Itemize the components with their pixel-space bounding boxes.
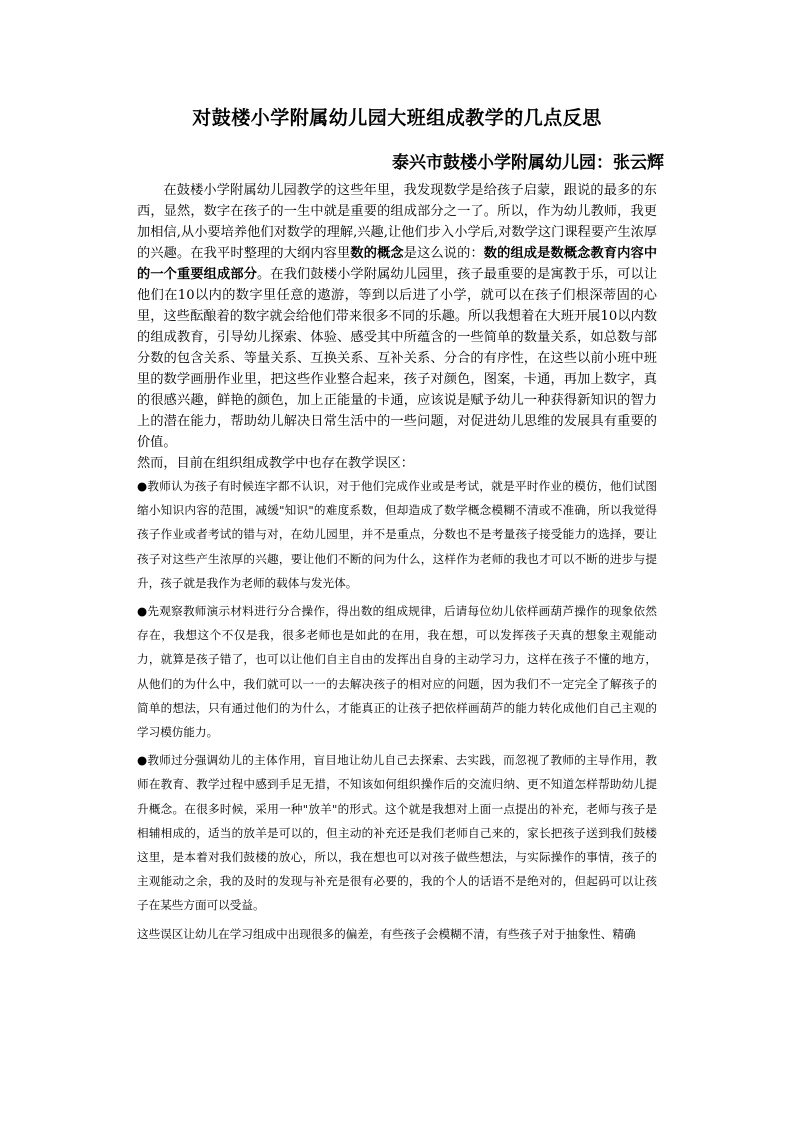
misconception-item-2: ●先观察教师演示材料进行分合操作，得出数的组成规律，后请每位幼儿依样画葫芦操作的现象依然存在，我想这个不仅是我，很多老师也是如此的在用，我在想，可以发挥孩子天真的想象主观能动力，就算是孩子错了，也可以让他们自主自由的发挥出自身的主动学习力，这样在孩子不懂的地方，从他们的为什么中，我们就可以一一的去解决孩子的相对应的问题，因为我们不一定完全了解孩子的简单的想法，只有通过他们的为什么，才能真正的让孩子把依样画葫芦的能力转化成他们自己主观的学习模仿能力。 (137, 604, 657, 740)
intro-text-c: 是这么说的： (403, 246, 484, 261)
document-title: 对鼓楼小学附属幼儿园大班组成教学的几点反思 (192, 107, 602, 129)
misconception-item-3: ●教师过分强调幼儿的主体作用，盲目地让幼儿自己去探索、去实践，而忽视了教师的主导作用，教师在教育、教学过程中感到手足无措，不知该如何组织操作后的交流归纳、更不知道怎样帮助幼儿提升概念。在很多时候，采用一种"放羊"的形式。这个就是我想对上面一点提出的补充，老师与孩子是相辅相成的，适当的放羊是可以的，但主动的补充还是我们老师自己来的，家长把孩子送到我们鼓楼这里，是本着对我们鼓楼的放心，所以，我在想也可以对孩子做些想法，与实际操作的事情，孩子的主观能动之余，我的及时的发现与补充是很有必要的，我的个人的话语不是绝对的，但起码可以让孩子在某些方面可以受益。 (137, 753, 657, 913)
intro-bold-definition: 数的组成是数概念教育内容中的一个重要组成部分 (137, 246, 658, 282)
author-line: 泰兴市鼓楼小学附属幼儿园：张云辉 (392, 153, 664, 173)
intro-bold-concept: 数的概念 (350, 246, 404, 261)
intro-text-a: 在鼓楼小学附属幼儿园教学的这些年里，我发现数学是给孩子启蒙，跟说的最多的东西，显然，数字在孩子的一生中就是重要的组成部分之一了。所以，作为幼儿教师，我更加相信,从小要培养他们对数学的理解,兴趣,让他们步入小学后,对数学这门课程要产生浓厚的兴趣。在我平时整理的大纲内容里 (137, 183, 657, 261)
closing-paragraph: 这些误区让幼儿在学习组成中出现很多的偏差，有些孩子会模糊不清，有些孩子对于抽象性、精确 (137, 926, 636, 941)
intro-text-e: 。在我们鼓楼小学附属幼儿园里，孩子最重要的是寓教于乐，可以让他们在10以内的数字里任意的遨游，等到以后进了小学，就可以在孩子们根深蒂固的心里，这些酝酿着的数字就会给他们带来很多不同的乐趣。所以我想着在大班开展10以内数的组成教育，引导幼儿探索、体验、感受其中所蕴含的一些简单的数量关系，如总数与部分数的包含关系、等量关系、互换关系、互补关系、分合的有序性，在这些以前小班中班里的数学画册作业里，把这些作业整合起来，孩子对颜色，图案，卡通，再加上数字，真的很感兴趣，鲜艳的颜色，加上正能量的卡通，应该说是赋予幼儿一种获得新知识的智力上的潜在能力，帮助幼儿解决日常生活中的一些问题，对促进幼儿思维的发展具有重要的价值。 (137, 267, 658, 450)
intro-paragraph (137, 180, 657, 453)
transition-paragraph: 然而，目前在组织组成教学中也存在教学误区： (137, 456, 414, 471)
document-body (137, 180, 657, 946)
misconception-item-1: ●教师认为孩子有时候连字都不认识，对于他们完成作业或是考试，就是平时作业的模仿，他们试图缩小知识内容的范围，减缓"知识"的难度系数，但却造成了数学概念模糊不清或不准确，所以我觉得孩子作业或者考试的错与对，在幼儿园里，并不是重点，分数也不是考量孩子接受能力的选择，要让孩子对这些产生浓厚的兴趣，要让他们不断的问为什么，这样作为老师的我也才可以不断的进步与提升，孩子就是我作为老师的载体与发光体。 (137, 479, 657, 590)
